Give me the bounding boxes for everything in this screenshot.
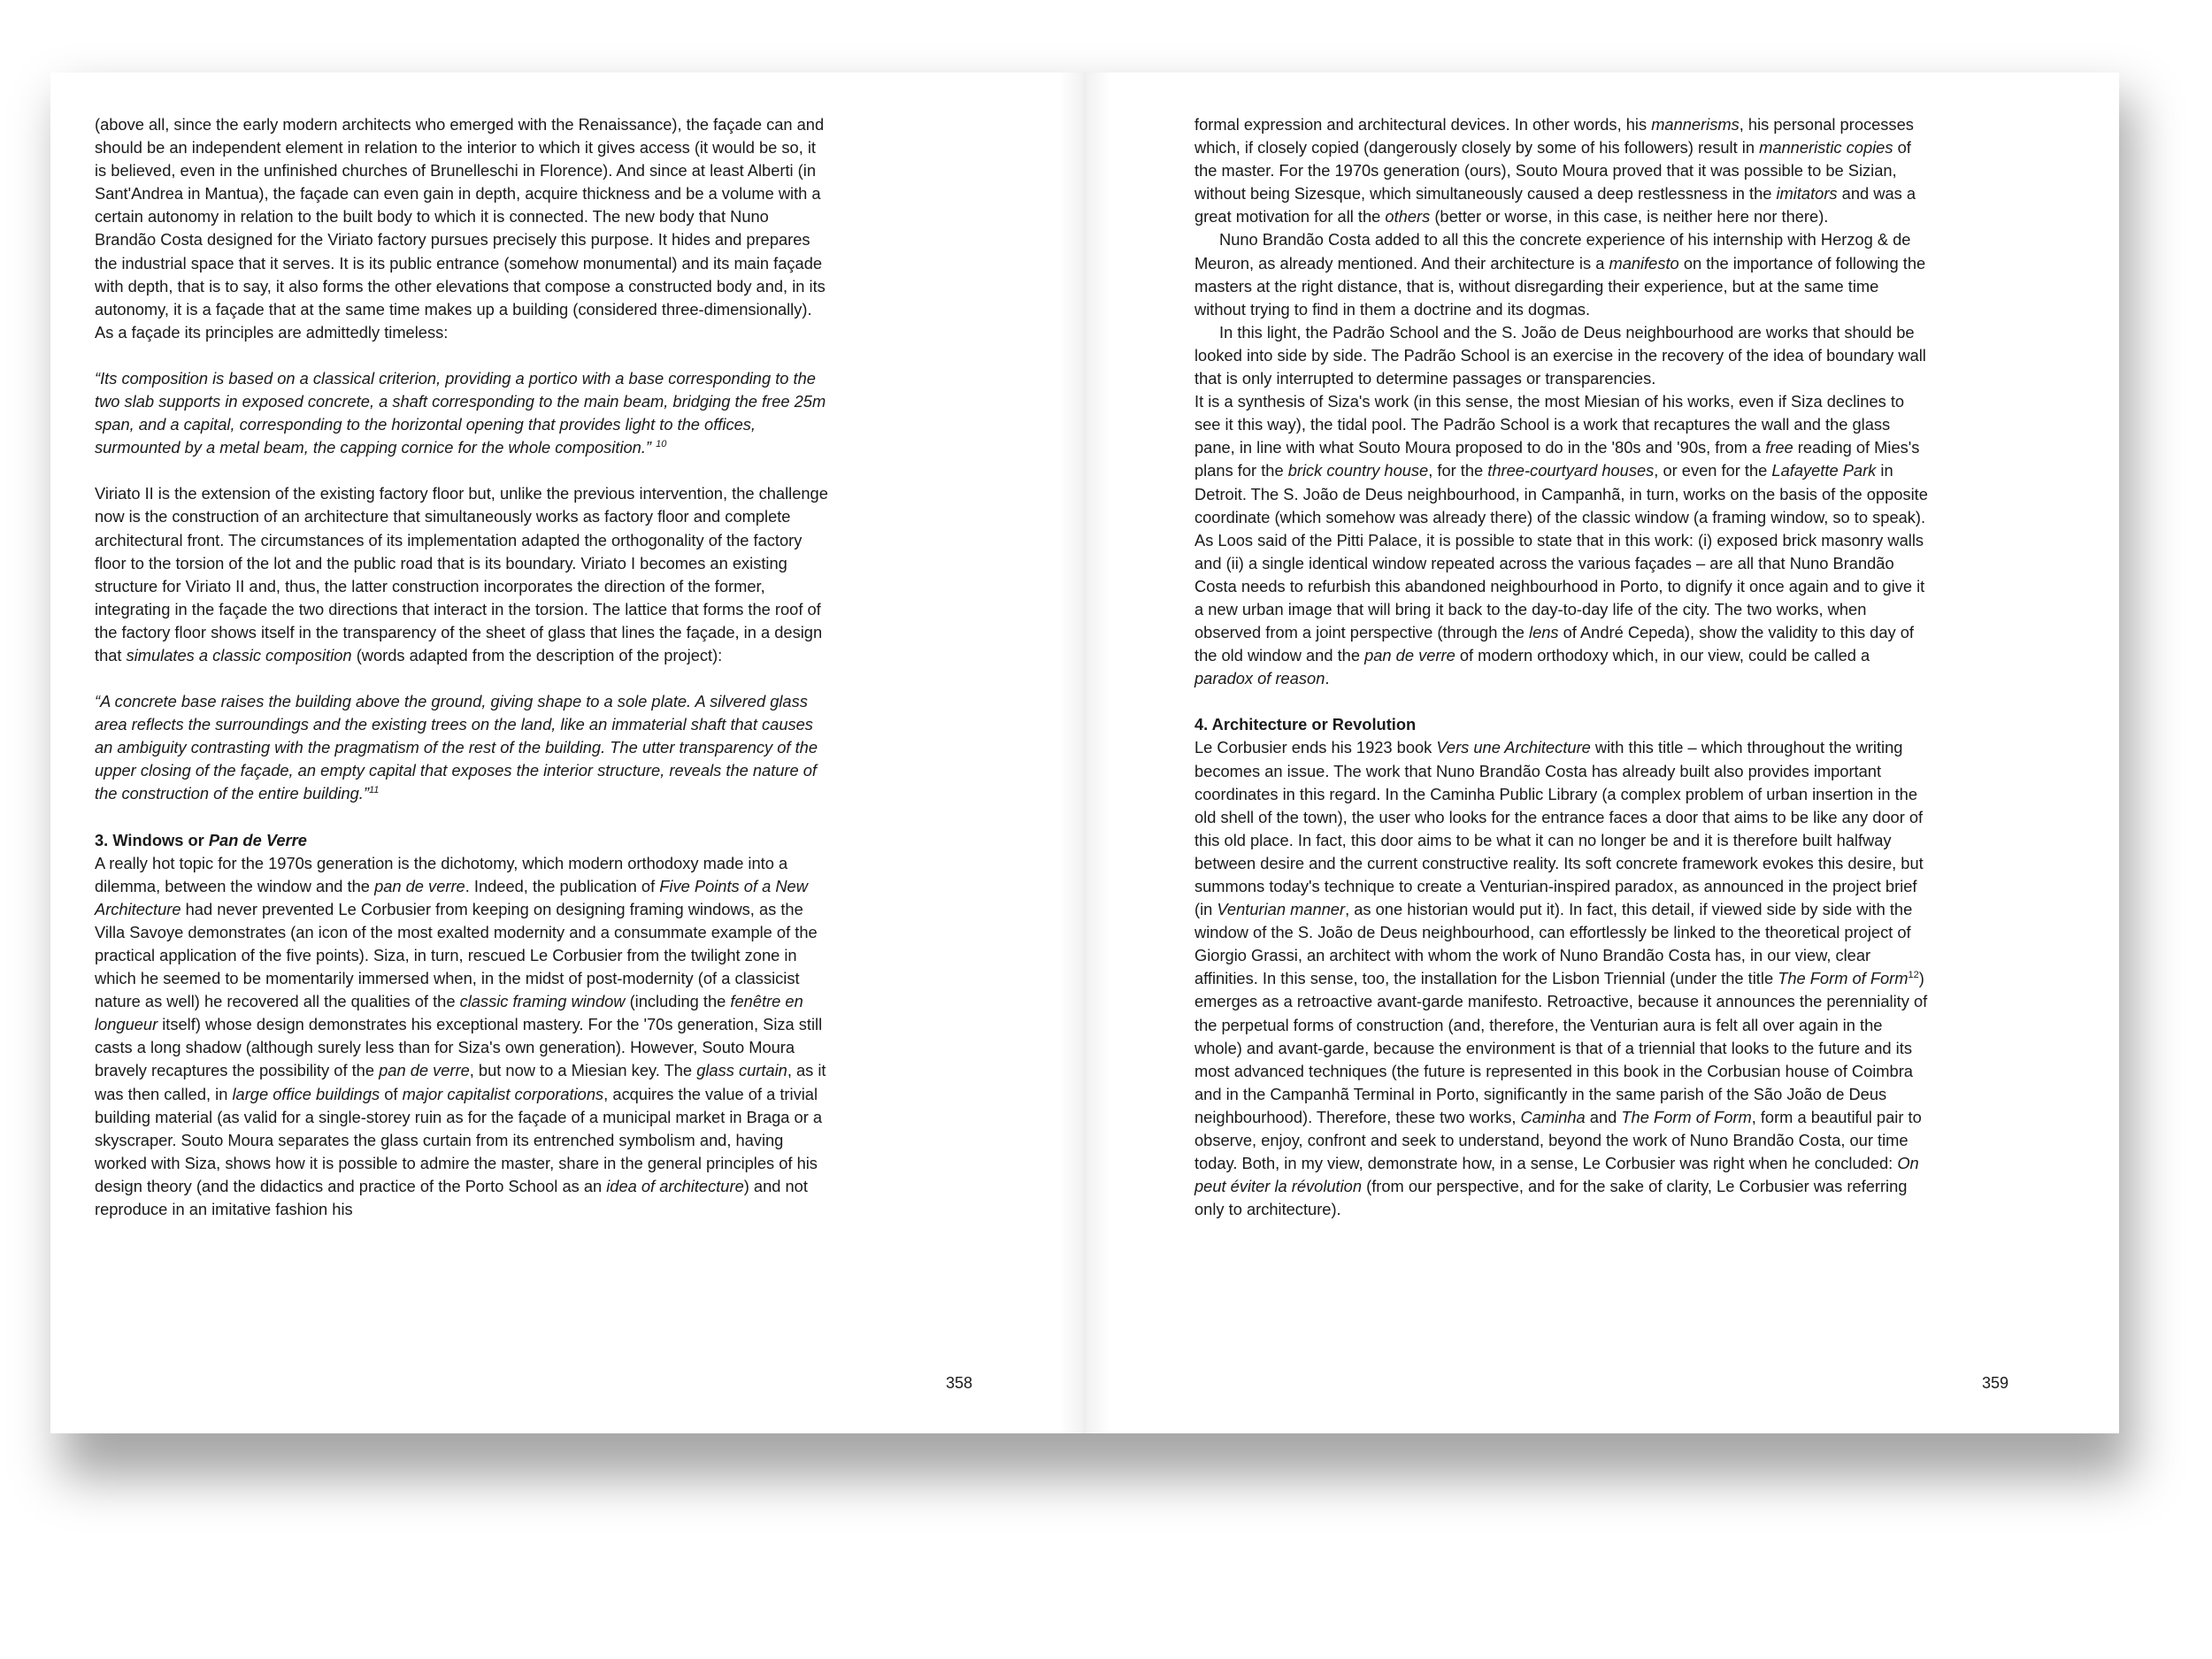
text-span: , his personal processes which, if closely copied (dangerously closely by some of his followers) result in (1194, 115, 1914, 157)
text-span: (words adapted from the description of the project): (351, 645, 723, 664)
text-span: and was a great motivation for all the (1194, 184, 1916, 227)
emphasis: Caminha (1520, 1107, 1586, 1126)
section-heading-4: 4. Architecture or Revolution (1194, 715, 1417, 734)
footnote-ref-11: 11 (368, 785, 380, 796)
book-spread (50, 73, 2119, 1433)
text-span: Le Corbusier ends his 1923 book (1194, 738, 1437, 757)
text-span: . Indeed, the publication of (465, 876, 660, 895)
emphasis: manifesto (1609, 253, 1679, 273)
emphasis: idea of architecture (606, 1176, 744, 1195)
text-span: on the importance of following the masters at the right distance, that is, without disregarding their experience, but at the same time without trying to find in them a doctrine and its dogmas. (1194, 253, 1926, 319)
emphasis: free (1765, 438, 1793, 457)
left-quote-2-text: “A concrete base raises the building above the ground, giving shape to a sole plate. A silvered glass area reflects the surroundings and the existing trees on the land, like an immaterial shaft that causes an ambiguity contrasting with the pragmatism of the rest of the building. The utter transparency of the upper closing of the façade, an empty capital that exposes the interior structure, reveals the nature of the construction of the entire building.” (95, 692, 818, 803)
text-span: , but now to a Miesian key. The (469, 1061, 697, 1080)
left-paragraph-1: (above all, since the early modern architects who emerged with the Renaissance), the façade can and should be an independent element in relation to the interior to which it gives access (it would be so, it is believed, even in the unfinished churches of Brunelleschi in Florence). And since at least Alberti (in Sant'Andrea in Mantua), the façade can even gain in depth, acquire thickness and be a volume with a certain autonomy in relation to the built body to which it is connected. The new body that Nuno Brandão Costa designed for the Viriato factory pursues precisely this purpose. It hides and prepares the industrial space that it serves. It is its public entrance (somehow monumental) and its main façade with depth, that is to say, it also forms the other elevations that compose a constructed body and, in its autonomy, it is a façade that at the same time makes up a building (considered three-dimensionally). As a façade its principles are admittedly timeless: (95, 115, 826, 342)
emphasis: Lafayette Park (1771, 461, 1877, 480)
text-span: (from our perspective, and for the sake of clarity, Le Corbusier was referring only to architecture). (1194, 1177, 1908, 1219)
text-span: (better or worse, in this case, is neither here nor there). (1430, 207, 1829, 227)
emphasis: pan de verre (1364, 646, 1455, 665)
text-span: (including the (625, 992, 731, 1011)
page-number-left: 358 (946, 1374, 973, 1392)
left-paragraph-3 (95, 852, 829, 1222)
text-span: formal expression and architectural devices. In other words, his (1194, 115, 1652, 134)
emphasis: classic framing window (459, 992, 626, 1011)
text-span: of modern orthodoxy which, in our view, could be called a (1455, 646, 1870, 665)
text-span: , for the (1428, 461, 1488, 480)
text-span: , or even for the (1654, 461, 1772, 480)
text-span: , form a beautiful pair to observe, enjoy, confront and seek to understand, beyond the work of Nuno Brandão Costa, our time today. Both, in my view, demonstrate how, in a sense, Le Corbusier was right when he concluded: (1194, 1107, 1922, 1173)
emphasis: brick country house (1287, 461, 1429, 480)
text-span: . (1325, 669, 1330, 688)
left-quote-1-text: “Its composition is based on a classical criterion, providing a portico with a base corresponding to the two slab supports in exposed concrete, a shaft corresponding to the main beam, bridging the free 25m span, and a capital, corresponding to the horizontal opening that provides light to the offices, surmounted by a metal beam, the capping cornice for the whole composition.” (95, 368, 826, 457)
right-paragraph-5 (1194, 736, 1929, 1221)
left-quote-1 (95, 367, 829, 459)
text-span: of the master. For the 1970s generation (ours), Souto Moura proved that it was possible to be Sizian, without being Sizesque, which simultaneously caused a deep restlessness in the (1194, 138, 1911, 204)
text-span: ) and not reproduce in an imitative fashion his (95, 1176, 808, 1219)
emphasis: paradox of reason (1194, 669, 1325, 688)
text-span: reading of Mies's plans for the (1194, 438, 1920, 480)
text-span: , as one historian would put it). In fact, this detail, if viewed side by side with the window of the S. João de Deus neighbourhood, can effortlessly be linked to the theoretical project of Giorgio Grassi, an architect with whom the work of Nuno Brandão Costa has, in our view, clear affinities. In this sense, too, the installation for the Lisbon Triennial (under the title (1194, 900, 1913, 988)
right-paragraph-2 (1194, 228, 1929, 320)
text-span: Nuno Brandão Costa added to all this the concrete experience of his internship with Herzog & de Meuron, as already mentioned. And their architecture is a (1194, 230, 1911, 273)
emphasis: large office buildings (232, 1084, 380, 1103)
text-span: , as it was then called, in (95, 1061, 826, 1103)
text-span: A really hot topic for the 1970s generation is the dichotomy, which modern orthodoxy made into a dilemma, between the window and the (95, 853, 788, 895)
emphasis: Venturian manner (1217, 900, 1346, 919)
left-page-text (95, 113, 829, 1221)
left-page (50, 73, 1085, 1433)
text-span: ) emerges as a retroactive avant-garde manifesto. Retroactive, because it announces the perenniality of the perpetual forms of construction (and, therefore, the Venturian aura is felt all over again in the whole) and avant-garde, because the environment is that of a triennial that looks to the future and its most advanced techniques (the future is represented in this book in the Corbusian house of Coimbra and in the Campanhã Terminal in Porto, significantly in the same parish of the São João de Deus neighbourhood). Therefore, these two works, (1194, 969, 1928, 1126)
text-span: of (380, 1084, 403, 1103)
heading-emphasis: Pan de Verre (208, 830, 307, 849)
heading-text: 3. Windows or (95, 830, 209, 849)
right-paragraph-3: In this light, the Padrão School and the S. João de Deus neighbourhood are works that should be looked into side by side. The Padrão School is an exercise in the recovery of the idea of boundary wall that is only interrupted to determine passages or transparencies. (1194, 322, 1926, 388)
section-heading-3 (95, 829, 829, 852)
text-span: It is a synthesis of Siza's work (in this sense, the most Miesian of his works, even if Siza declines to see it this way), the tidal pool. The Padrão School is a work that recaptures the wall and the glass pane, in line with what Souto Moura proposed to do in the '80s and '90s, from a (1194, 392, 1905, 457)
emphasis: simulates a classic composition (126, 645, 352, 664)
emphasis: Five Points of a New Architecture (95, 876, 808, 918)
emphasis: Vers une Architecture (1436, 738, 1591, 757)
text-span: with this title – which throughout the writing becomes an issue. The work that Nuno Brandão Costa has already built also provides important coordinates in this regard. In the Caminha Public Library (a complex problem of urban insertion in the old shell of the town), the user who looks for the entrance faces a door that aims to be like any door of this old place. In fact, this door aims to be what it can no longer be and it is therefore built halfway between desire and the current constructive reality. Its soft concrete framework evokes this desire, but summons today's technique to create a Venturian-inspired paradox, as announced in the project brief (in (1194, 738, 1924, 919)
emphasis: lens (1529, 623, 1559, 642)
text-span: itself) whose design demonstrates his exceptional mastery. For the '70s generation, Siza still casts a long shadow (although surely less than for Siza's own generation). However, Souto Moura bravely recaptures the possibility of the (95, 1015, 823, 1080)
emphasis: others (1385, 207, 1431, 227)
emphasis: The Form of Form (1778, 969, 1909, 988)
left-paragraph-2 (95, 482, 829, 667)
text-span: in Detroit. The S. João de Deus neighbourhood, in Campanhã, in turn, works on the basis of the opposite coordinate (which somehow was already there) of the classic window (a framing window, so to speak). As Loos said of the Pitti Palace, it is possible to state that in this work: (i) exposed brick masonry walls and (ii) a single identical window repeated across the various façades – are all that Nuno Brandão Costa needs to refurbish this abandoned neighbourhood in Porto, to dignify it once again and to give it a new urban image that will bring it back to the day-to-day life of the city. The two works, when observed from a joint perspective (through the (1194, 461, 1928, 642)
emphasis: On peut éviter la révolution (1194, 1154, 1919, 1196)
text-span: and (1585, 1107, 1622, 1126)
footnote-ref-12: 12 (1908, 970, 1919, 981)
right-page-text (1194, 113, 1929, 1221)
right-paragraph-1 (1194, 113, 1929, 228)
text-span: Viriato II is the extension of the existing factory floor but, unlike the previous intervention, the challenge now is the construction of an architecture that simultaneously works as factory floor and complete architectural front. The circumstances of its implementation adapted the orthogonality of the factory floor to the torsion of the lot and the public road that is its boundary. Viriato I becomes an existing structure for Viriato II and, thus, the latter construction incorporates the direction of the former, integrating in the façade the two directions that interact in the torsion. The lattice that forms the roof of the factory floor shows itself in the transparency of the sheet of glass that lines the façade, in a design that (95, 484, 828, 664)
emphasis: major capitalist corporations (402, 1084, 604, 1103)
left-quote-2 (95, 690, 829, 805)
text-span: of André Cepeda), show the validity to this day of the old window and the (1194, 623, 1914, 665)
page-number-right: 359 (1982, 1374, 2009, 1392)
emphasis: pan de verre (379, 1061, 470, 1080)
emphasis: imitators (1776, 184, 1838, 204)
text-span: had never prevented Le Corbusier from keeping on designing framing windows, as the Villa Savoye demonstrates (an icon of the most exalted modernity and a consummate example of the practical application of the five points). Siza, in turn, rescued Le Corbusier from the twilight zone in which he seemed to be momentarily immersed when, in the midst of post-modernity (of a classicist nature as well) he recovered all the qualities of the (95, 899, 818, 1011)
emphasis: The Form of Form (1621, 1107, 1752, 1126)
text-span: , acquires the value of a trivial building material (as valid for a single-storey ruin as for the façade of a municipal market in Braga or a skyscraper. Souto Moura separates the glass curtain from its entrenched symbolism and, having worked with Siza, shows how it is possible to admire the master, share in the general principles of his design theory (and the didactics and practice of the Porto School as an (95, 1084, 823, 1195)
right-page (1085, 73, 2119, 1433)
right-paragraph-4 (1194, 390, 1929, 690)
emphasis: pan de verre (374, 876, 465, 895)
emphasis: glass curtain (696, 1061, 787, 1080)
emphasis: fenêtre en longueur (95, 992, 803, 1034)
footnote-ref-10: 10 (656, 439, 667, 450)
emphasis: manneristic copies (1759, 138, 1893, 157)
emphasis: mannerisms (1651, 115, 1740, 134)
emphasis: three-courtyard houses (1487, 461, 1655, 480)
